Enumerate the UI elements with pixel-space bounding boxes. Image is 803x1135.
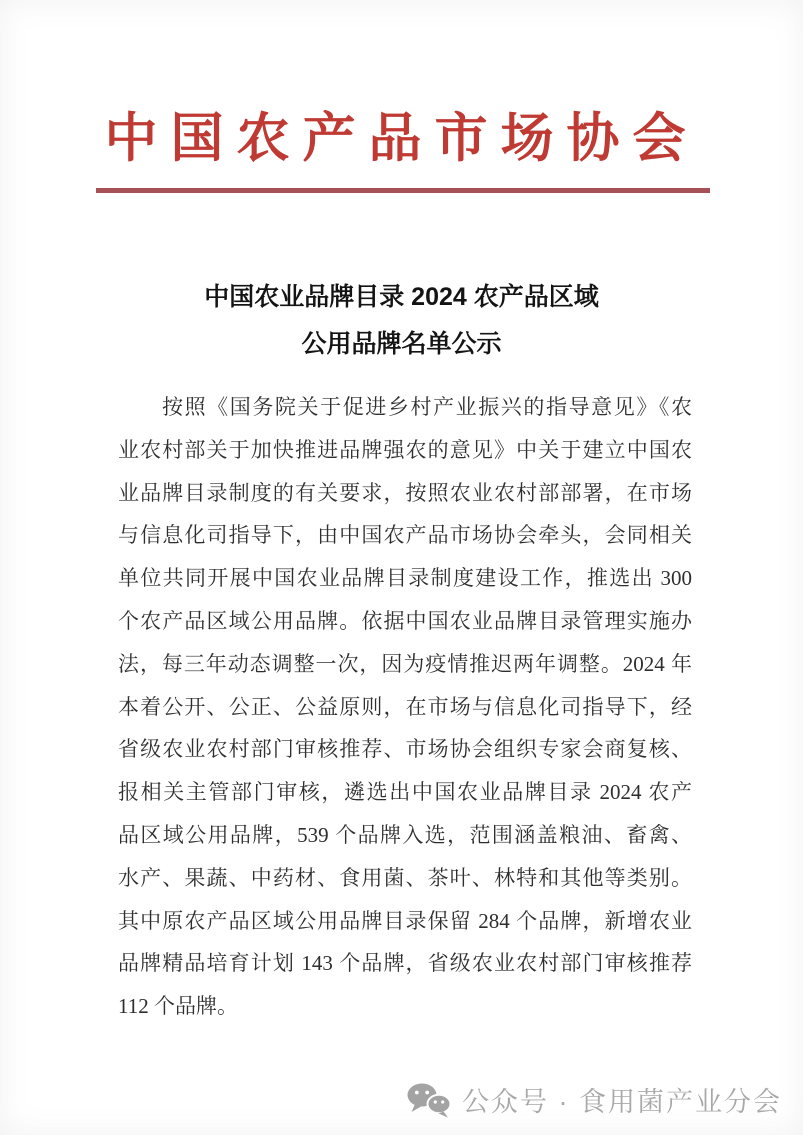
body-line: 与信息化司指导下，由中国农产品市场协会牵头，会同相关 bbox=[118, 523, 692, 548]
body-line: 省级农业农村部门审核推荐、市场协会组织专家会商复核、 bbox=[118, 737, 692, 762]
body-line: 法，每三年动态调整一次，因为疫情推迟两年调整。2024 年 bbox=[118, 651, 692, 676]
letterhead-org-name: 中国农产品市场协会 bbox=[104, 110, 699, 168]
body-line: 单位共同开展中国农业品牌目录制度建设工作，推选出 300 bbox=[118, 566, 692, 591]
body-line: 其中原农产品区域公用品牌目录保留 284 个品牌，新增农业 bbox=[118, 908, 692, 933]
document-body bbox=[118, 386, 692, 1028]
watermark-label: 公众号 · 食用菌产业分会 bbox=[462, 1087, 782, 1117]
body-line: 个农产品区域公用品牌。依据中国农业品牌目录管理实施办 bbox=[118, 608, 692, 633]
body-line: 业农村部关于加快推进品牌强农的意见》中关于建立中国农 bbox=[118, 437, 692, 462]
body-line: 品区域公用品牌，539 个品牌入选，范围涵盖粮油、畜禽、 bbox=[118, 822, 692, 847]
wechat-icon bbox=[406, 1082, 452, 1118]
body-line: 业品牌目录制度的有关要求，按照农业农村部部署，在市场 bbox=[118, 480, 692, 505]
body-line: 报相关主管部门审核，遴选出中国农业品牌目录 2024 农产 bbox=[118, 780, 692, 805]
letterhead-rule bbox=[96, 188, 710, 193]
body-line: 本着公开、公正、公益原则，在市场与信息化司指导下，经 bbox=[118, 694, 692, 719]
document-title bbox=[100, 274, 703, 368]
document-title-line2: 公用品牌名单公示 bbox=[301, 330, 502, 358]
body-line: 水产、果蔬、中药材、食用菌、茶叶、林特和其他等类别。 bbox=[118, 865, 692, 890]
watermark bbox=[406, 1080, 782, 1119]
body-line: 按照《国务院关于促进乡村产业振兴的指导意见》《农 bbox=[162, 395, 692, 419]
body-line: 品牌精品培育计划 143 个品牌，省级农业农村部门审核推荐 bbox=[118, 951, 692, 976]
body-line: 112 个品牌。 bbox=[118, 994, 238, 1019]
document-title-line1: 中国农业品牌目录 2024 农产品区域 bbox=[204, 283, 599, 311]
